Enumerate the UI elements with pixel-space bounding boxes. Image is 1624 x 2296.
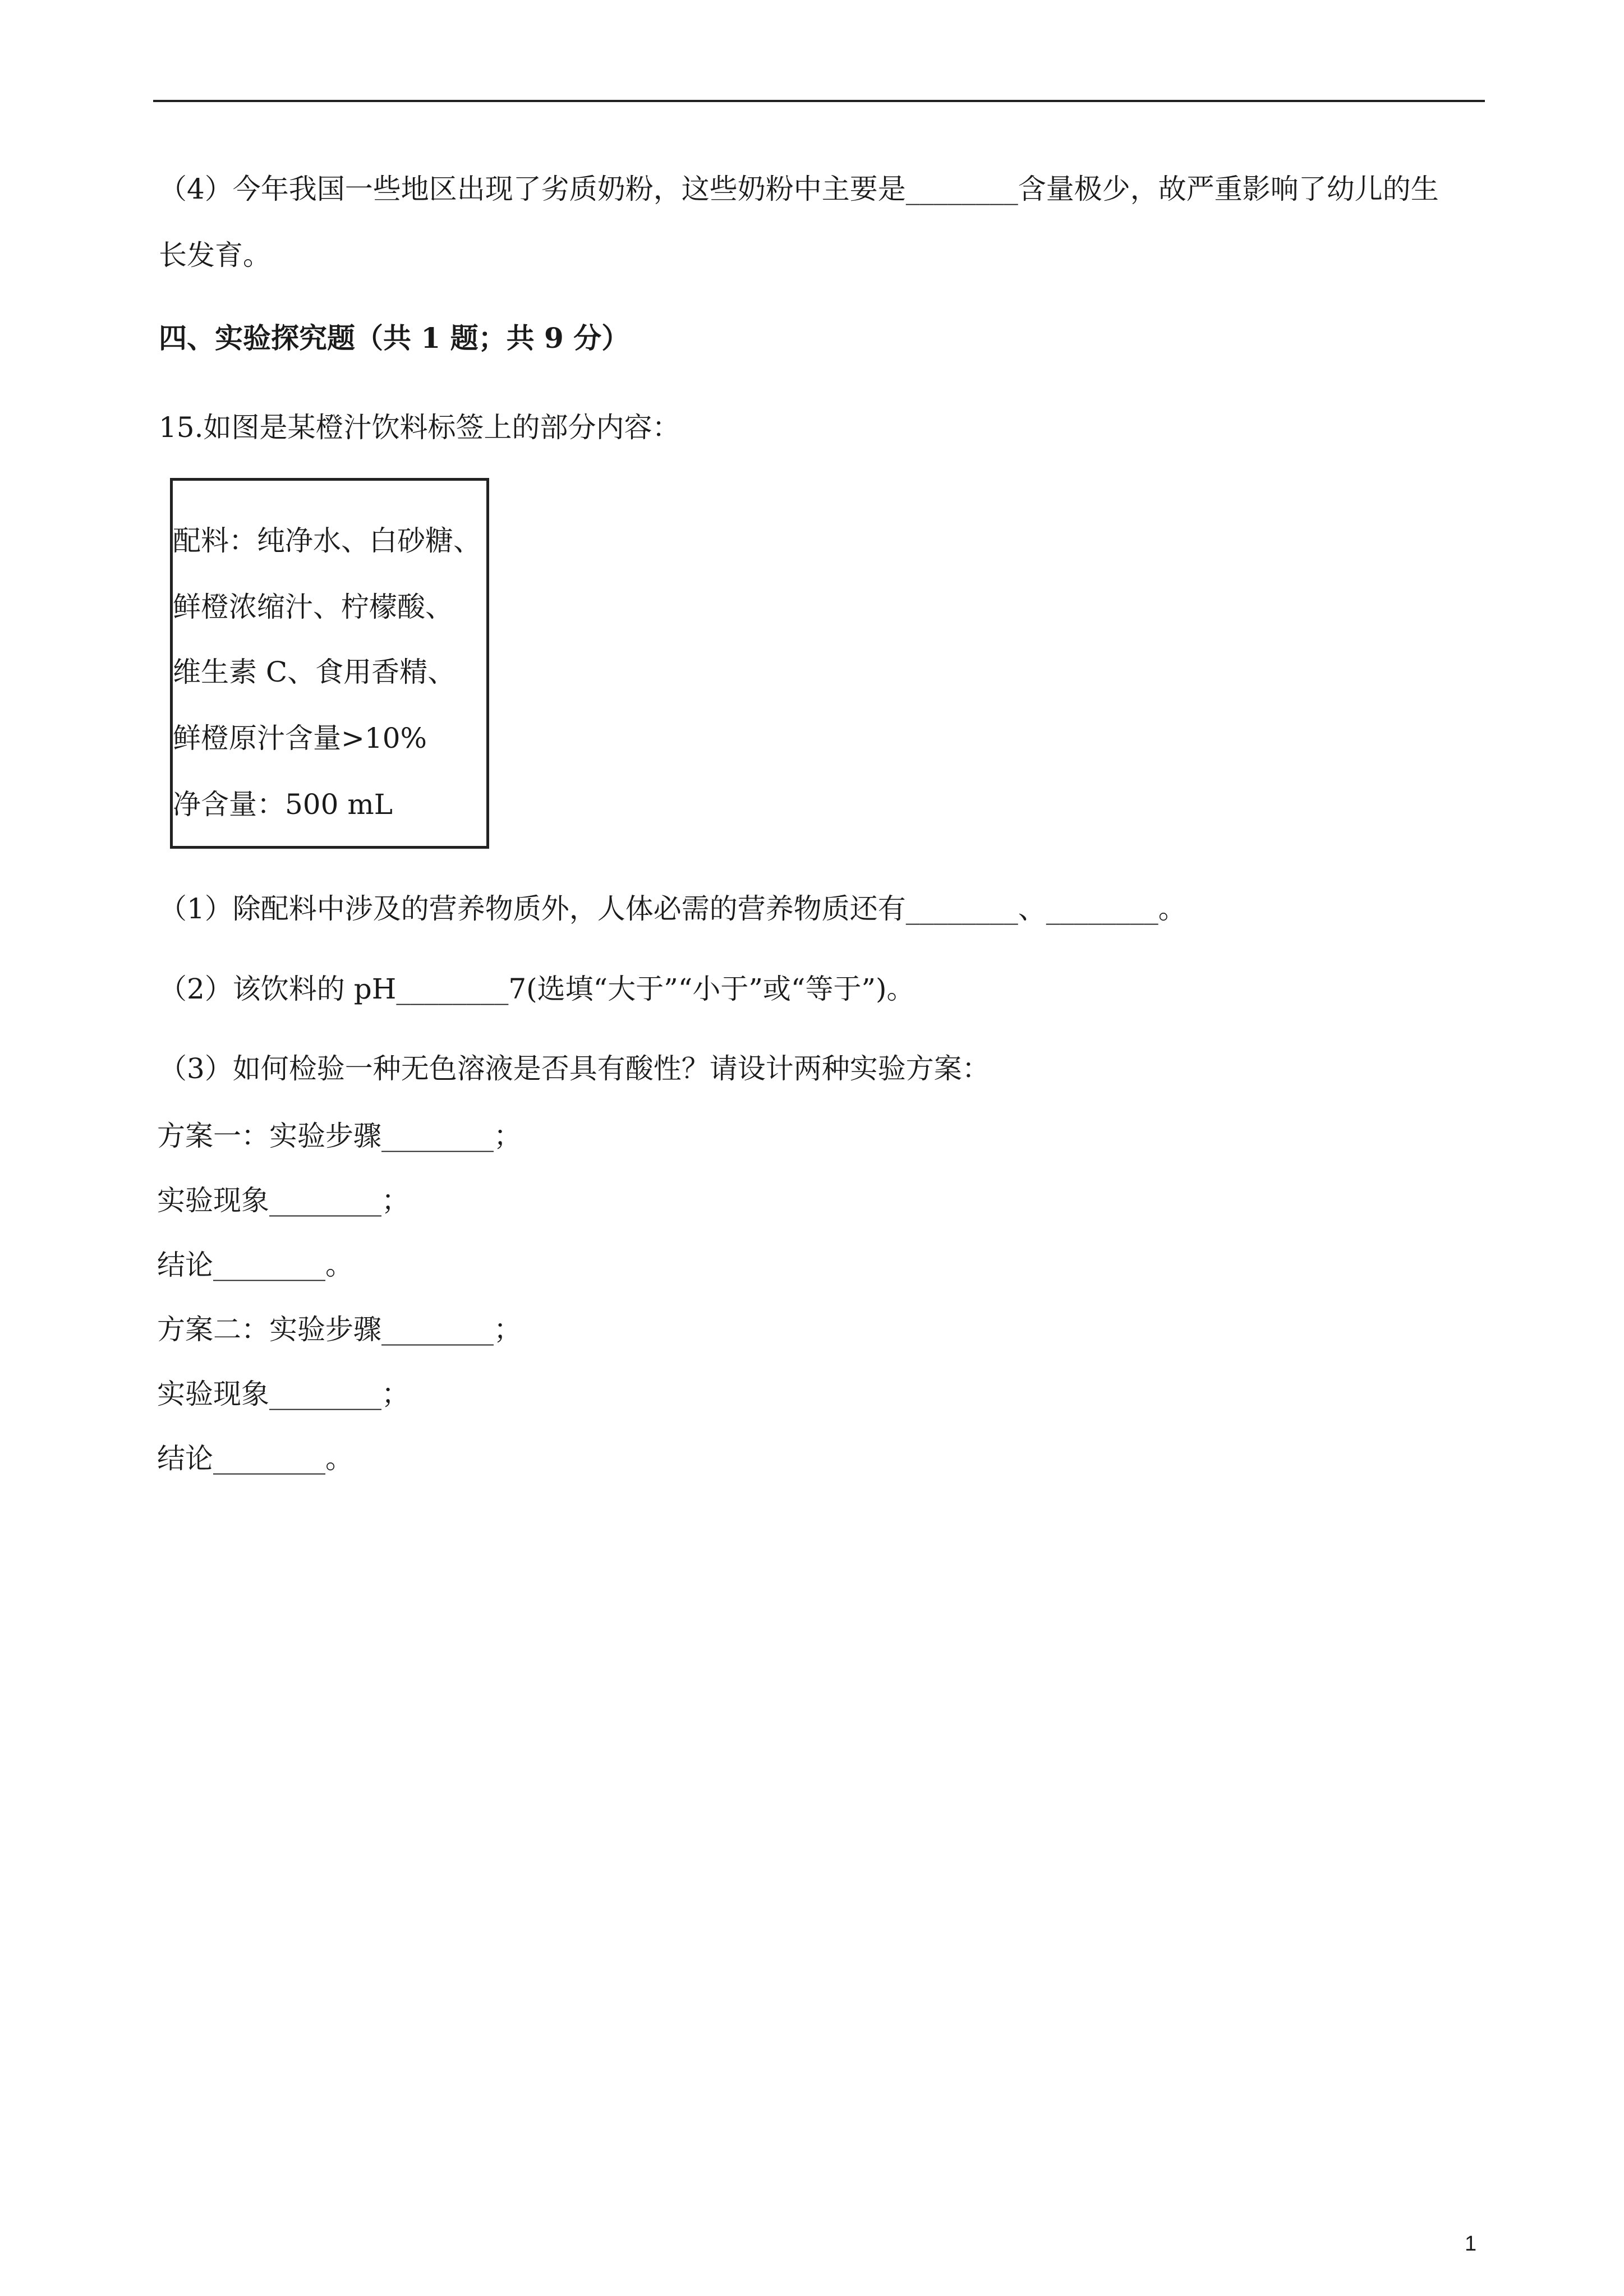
- q14-part4-line2: 长发育。: [159, 239, 271, 272]
- q15-part3: （3）如何检验一种无色溶液是否具有酸性？请设计两种实验方案：: [159, 1052, 990, 1085]
- plan1-phenomenon: 实验现象________；: [157, 1184, 410, 1217]
- plan1-step: 方案一：实验步骤________；: [157, 1120, 522, 1152]
- q15-stem: 15.如图是某橙汁饮料标签上的部分内容：: [159, 411, 680, 444]
- label-line-juice-content: 鲜橙原汁含量>10%: [173, 722, 427, 754]
- label-line-vitamin: 维生素 C、食用香精、: [173, 656, 456, 688]
- plan2-conclusion: 结论________。: [157, 1442, 353, 1475]
- page-number: 1: [1465, 2232, 1477, 2256]
- plan1-conclusion: 结论________。: [157, 1249, 353, 1281]
- drink-label-box: [170, 478, 489, 849]
- label-line-ingredients: 配料：纯净水、白砂糖、: [173, 524, 481, 557]
- q14-part4-line1: （4）今年我国一些地区出现了劣质奶粉，这些奶粉中主要是________含量极少，故严重影响了幼儿的生: [159, 173, 1439, 205]
- plan2-step: 方案二：实验步骤________；: [157, 1313, 522, 1346]
- label-line-net-volume: 净含量：500 mL: [173, 788, 393, 821]
- q15-part1: （1）除配料中涉及的营养物质外，人体必需的营养物质还有________、________。: [159, 892, 1186, 925]
- label-line-concentrate: 鲜橙浓缩汁、柠檬酸、: [173, 591, 453, 623]
- header-rule: [153, 100, 1485, 102]
- section-heading: 四、实验探究题（共 1 题；共 9 分）: [159, 321, 630, 355]
- plan2-phenomenon: 实验现象________；: [157, 1378, 410, 1410]
- q15-part2: （2）该饮料的 pH________7(选填“大于”“小于”或“等于”)。: [159, 973, 915, 1005]
